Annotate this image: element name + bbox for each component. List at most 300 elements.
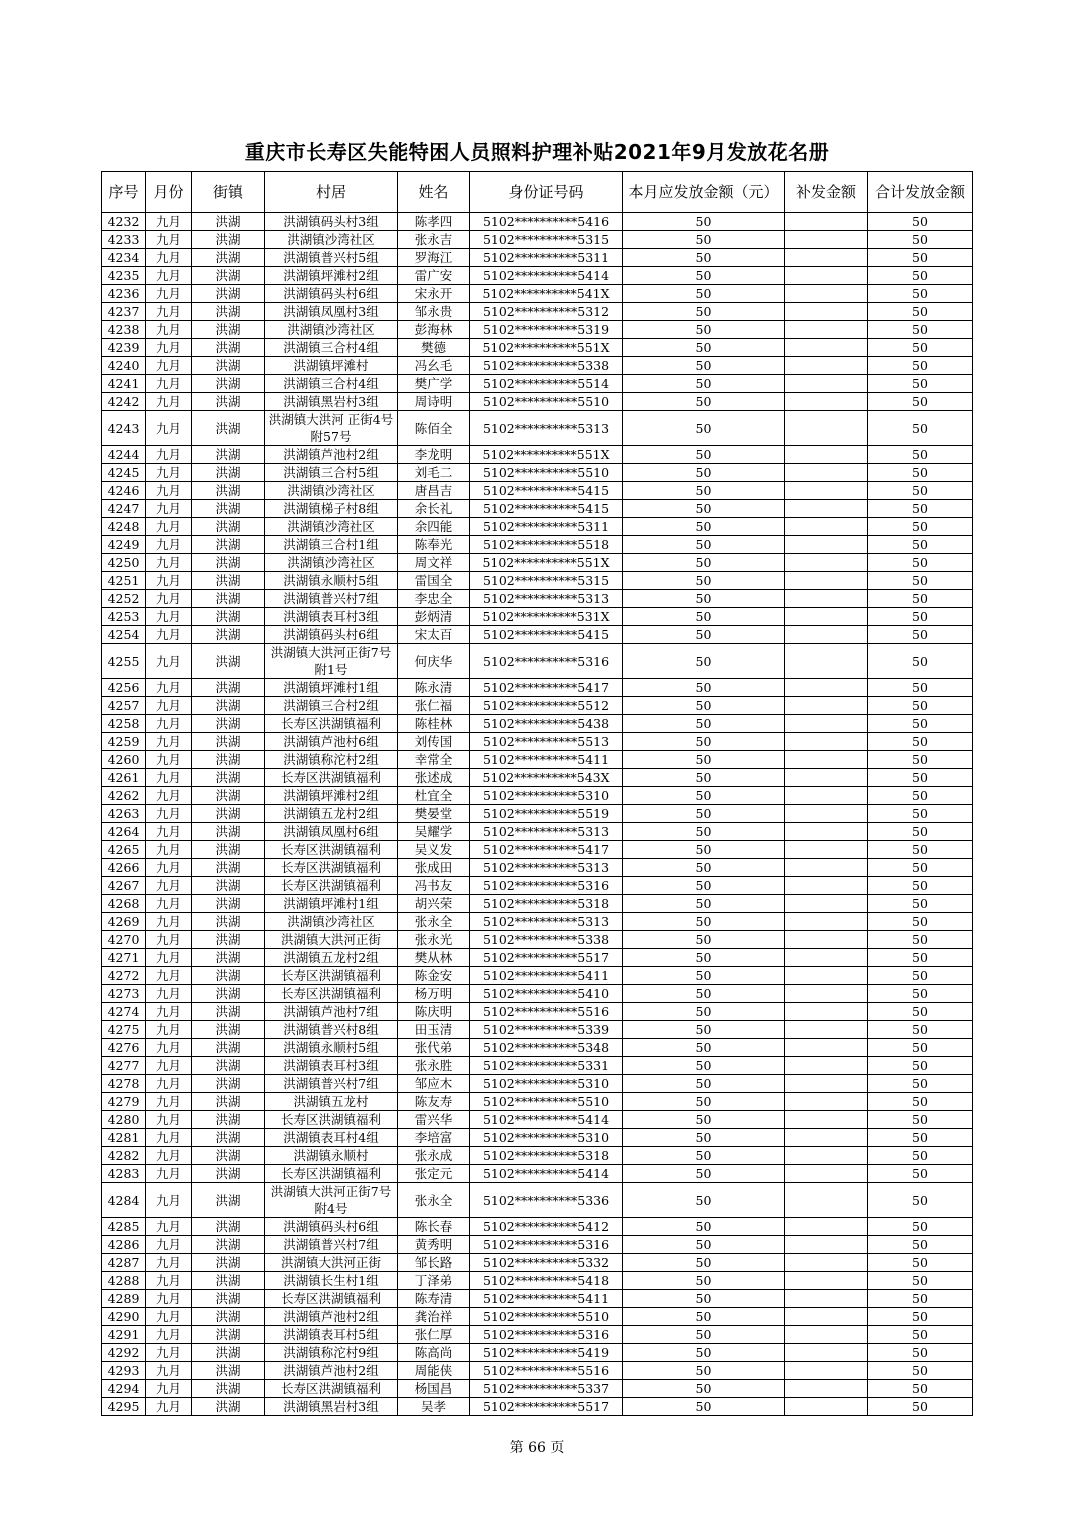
cell-due: 50 (623, 1111, 785, 1129)
cell-name: 张成田 (398, 859, 470, 877)
cell-total: 50 (868, 1362, 973, 1380)
cell-supplement (785, 985, 868, 1003)
cell-total: 50 (868, 411, 973, 446)
cell-name: 杨万明 (398, 985, 470, 1003)
header-total: 合计发放金额 (868, 172, 973, 213)
cell-seq: 4268 (102, 895, 146, 913)
cell-village: 洪湖镇坪滩村1组 (265, 895, 398, 913)
cell-village: 洪湖镇表耳村3组 (265, 608, 398, 626)
cell-town: 洪湖 (192, 1057, 265, 1075)
cell-seq: 4234 (102, 249, 146, 267)
cell-name: 田玉清 (398, 1021, 470, 1039)
cell-seq: 4273 (102, 985, 146, 1003)
cell-month: 九月 (146, 1093, 192, 1111)
cell-id: 5102**********543X (470, 769, 623, 787)
cell-town: 洪湖 (192, 1218, 265, 1236)
cell-seq: 4249 (102, 536, 146, 554)
cell-id: 5102**********5517 (470, 949, 623, 967)
cell-town: 洪湖 (192, 715, 265, 733)
cell-town: 洪湖 (192, 446, 265, 464)
cell-due: 50 (623, 1183, 785, 1218)
cell-due: 50 (623, 464, 785, 482)
table-row (102, 805, 973, 823)
cell-town: 洪湖 (192, 1039, 265, 1057)
cell-due: 50 (623, 733, 785, 751)
cell-month: 九月 (146, 1290, 192, 1308)
cell-total: 50 (868, 518, 973, 536)
cell-name: 陈佰全 (398, 411, 470, 446)
cell-town: 洪湖 (192, 285, 265, 303)
cell-name: 张永全 (398, 913, 470, 931)
table-row (102, 697, 973, 715)
cell-town: 洪湖 (192, 733, 265, 751)
cell-village: 洪湖镇大洪河 正街4号附57号 (265, 411, 398, 446)
cell-village: 洪湖镇沙湾社区 (265, 231, 398, 249)
cell-supplement (785, 303, 868, 321)
cell-name: 余长礼 (398, 500, 470, 518)
cell-month: 九月 (146, 464, 192, 482)
table-row (102, 375, 973, 393)
cell-town: 洪湖 (192, 590, 265, 608)
cell-name: 刘传国 (398, 733, 470, 751)
table-row (102, 715, 973, 733)
cell-town: 洪湖 (192, 1129, 265, 1147)
cell-total: 50 (868, 608, 973, 626)
cell-due: 50 (623, 679, 785, 697)
cell-id: 5102**********5316 (470, 1326, 623, 1344)
cell-seq: 4250 (102, 554, 146, 572)
cell-seq: 4266 (102, 859, 146, 877)
cell-due: 50 (623, 375, 785, 393)
cell-due: 50 (623, 644, 785, 679)
cell-name: 陈金安 (398, 967, 470, 985)
table-row (102, 931, 973, 949)
cell-seq: 4271 (102, 949, 146, 967)
cell-supplement (785, 554, 868, 572)
table-row (102, 554, 973, 572)
cell-id: 5102**********531X (470, 608, 623, 626)
table-row (102, 913, 973, 931)
cell-due: 50 (623, 805, 785, 823)
cell-village: 洪湖镇普兴村7组 (265, 1236, 398, 1254)
cell-month: 九月 (146, 1129, 192, 1147)
cell-name: 彭海林 (398, 321, 470, 339)
cell-id: 5102**********5510 (470, 1093, 623, 1111)
cell-seq: 4261 (102, 769, 146, 787)
cell-village: 洪湖镇大洪河正街 (265, 1254, 398, 1272)
cell-total: 50 (868, 1344, 973, 1362)
cell-village: 洪湖镇普兴村5组 (265, 249, 398, 267)
cell-month: 九月 (146, 895, 192, 913)
cell-id: 5102**********5312 (470, 303, 623, 321)
cell-supplement (785, 357, 868, 375)
cell-due: 50 (623, 859, 785, 877)
table-row (102, 1165, 973, 1183)
cell-seq: 4262 (102, 787, 146, 805)
table-row (102, 1075, 973, 1093)
cell-id: 5102**********5416 (470, 213, 623, 231)
cell-name: 陈奉光 (398, 536, 470, 554)
cell-name: 余四能 (398, 518, 470, 536)
cell-due: 50 (623, 1344, 785, 1362)
cell-seq: 4238 (102, 321, 146, 339)
cell-name: 张仁厚 (398, 1326, 470, 1344)
cell-total: 50 (868, 393, 973, 411)
cell-id: 5102**********5313 (470, 913, 623, 931)
cell-seq: 4263 (102, 805, 146, 823)
cell-due: 50 (623, 697, 785, 715)
cell-total: 50 (868, 1075, 973, 1093)
cell-supplement (785, 1129, 868, 1147)
cell-town: 洪湖 (192, 500, 265, 518)
cell-supplement (785, 949, 868, 967)
cell-supplement (785, 1362, 868, 1380)
cell-village: 长寿区洪湖镇福利 (265, 715, 398, 733)
cell-due: 50 (623, 339, 785, 357)
cell-village: 洪湖镇五龙村 (265, 1093, 398, 1111)
cell-due: 50 (623, 285, 785, 303)
cell-total: 50 (868, 877, 973, 895)
cell-due: 50 (623, 1272, 785, 1290)
cell-town: 洪湖 (192, 231, 265, 249)
cell-name: 彭炳清 (398, 608, 470, 626)
cell-due: 50 (623, 967, 785, 985)
cell-village: 长寿区洪湖镇福利 (265, 877, 398, 895)
table-row (102, 1003, 973, 1021)
table-row (102, 590, 973, 608)
table-row (102, 572, 973, 590)
cell-village: 长寿区洪湖镇福利 (265, 769, 398, 787)
cell-name: 幸常全 (398, 751, 470, 769)
cell-town: 洪湖 (192, 769, 265, 787)
cell-total: 50 (868, 303, 973, 321)
cell-supplement (785, 464, 868, 482)
cell-total: 50 (868, 572, 973, 590)
cell-total: 50 (868, 1147, 973, 1165)
table-row (102, 608, 973, 626)
cell-id: 5102**********5417 (470, 841, 623, 859)
cell-due: 50 (623, 1290, 785, 1308)
table-row (102, 1308, 973, 1326)
cell-seq: 4253 (102, 608, 146, 626)
cell-name: 张代弟 (398, 1039, 470, 1057)
cell-name: 陈桂林 (398, 715, 470, 733)
cell-due: 50 (623, 1218, 785, 1236)
cell-id: 5102**********5310 (470, 1075, 623, 1093)
cell-village: 洪湖镇芦池村2组 (265, 446, 398, 464)
cell-seq: 4241 (102, 375, 146, 393)
cell-total: 50 (868, 357, 973, 375)
cell-seq: 4252 (102, 590, 146, 608)
cell-due: 50 (623, 231, 785, 249)
cell-due: 50 (623, 949, 785, 967)
cell-id: 5102**********5414 (470, 1111, 623, 1129)
table-row (102, 1039, 973, 1057)
cell-seq: 4272 (102, 967, 146, 985)
cell-town: 洪湖 (192, 1003, 265, 1021)
cell-supplement (785, 249, 868, 267)
cell-month: 九月 (146, 1183, 192, 1218)
cell-name: 李培富 (398, 1129, 470, 1147)
cell-total: 50 (868, 1057, 973, 1075)
cell-id: 5102**********5519 (470, 805, 623, 823)
cell-due: 50 (623, 1398, 785, 1416)
cell-id: 5102**********5338 (470, 931, 623, 949)
cell-id: 5102**********5339 (470, 1021, 623, 1039)
cell-seq: 4236 (102, 285, 146, 303)
cell-month: 九月 (146, 321, 192, 339)
cell-name: 陈寿清 (398, 1290, 470, 1308)
cell-village: 洪湖镇凤凰村6组 (265, 823, 398, 841)
cell-due: 50 (623, 1380, 785, 1398)
cell-name: 黄秀明 (398, 1236, 470, 1254)
cell-name: 张永光 (398, 931, 470, 949)
cell-village: 洪湖镇表耳村4组 (265, 1129, 398, 1147)
cell-town: 洪湖 (192, 482, 265, 500)
cell-name: 邹应木 (398, 1075, 470, 1093)
cell-village: 洪湖镇码头村6组 (265, 285, 398, 303)
header-supplement: 补发金额 (785, 172, 868, 213)
cell-total: 50 (868, 913, 973, 931)
cell-due: 50 (623, 1057, 785, 1075)
table-row (102, 895, 973, 913)
cell-total: 50 (868, 1254, 973, 1272)
cell-town: 洪湖 (192, 841, 265, 859)
cell-name: 张仁福 (398, 697, 470, 715)
cell-name: 樊从林 (398, 949, 470, 967)
cell-total: 50 (868, 1003, 973, 1021)
cell-month: 九月 (146, 267, 192, 285)
cell-supplement (785, 321, 868, 339)
cell-village: 长寿区洪湖镇福利 (265, 967, 398, 985)
cell-village: 洪湖镇坪滩村1组 (265, 679, 398, 697)
cell-supplement (785, 733, 868, 751)
cell-town: 洪湖 (192, 1308, 265, 1326)
table-row (102, 1326, 973, 1344)
cell-supplement (785, 805, 868, 823)
cell-total: 50 (868, 1183, 973, 1218)
cell-month: 九月 (146, 213, 192, 231)
cell-supplement (785, 895, 868, 913)
cell-due: 50 (623, 500, 785, 518)
cell-id: 5102**********5419 (470, 1344, 623, 1362)
table-row (102, 1147, 973, 1165)
cell-seq: 4240 (102, 357, 146, 375)
cell-name: 宋永开 (398, 285, 470, 303)
table-row (102, 411, 973, 446)
cell-town: 洪湖 (192, 697, 265, 715)
cell-month: 九月 (146, 554, 192, 572)
cell-seq: 4295 (102, 1398, 146, 1416)
cell-village: 洪湖镇梯子村8组 (265, 500, 398, 518)
cell-month: 九月 (146, 913, 192, 931)
cell-due: 50 (623, 608, 785, 626)
cell-id: 5102**********5332 (470, 1254, 623, 1272)
table-row (102, 1093, 973, 1111)
cell-supplement (785, 1147, 868, 1165)
cell-due: 50 (623, 841, 785, 859)
cell-village: 洪湖镇码头村6组 (265, 626, 398, 644)
cell-town: 洪湖 (192, 1362, 265, 1380)
cell-village: 洪湖镇沙湾社区 (265, 482, 398, 500)
cell-town: 洪湖 (192, 249, 265, 267)
cell-seq: 4284 (102, 1183, 146, 1218)
cell-due: 50 (623, 482, 785, 500)
table-row (102, 249, 973, 267)
table-row (102, 877, 973, 895)
cell-village: 洪湖镇沙湾社区 (265, 518, 398, 536)
cell-total: 50 (868, 213, 973, 231)
cell-village: 洪湖镇永顺村 (265, 1147, 398, 1165)
cell-seq: 4286 (102, 1236, 146, 1254)
cell-town: 洪湖 (192, 931, 265, 949)
table-row (102, 231, 973, 249)
cell-seq: 4294 (102, 1380, 146, 1398)
cell-town: 洪湖 (192, 267, 265, 285)
cell-id: 5102**********5313 (470, 823, 623, 841)
cell-seq: 4278 (102, 1075, 146, 1093)
cell-seq: 4290 (102, 1308, 146, 1326)
table-row (102, 464, 973, 482)
cell-village: 洪湖镇大洪河正街7号附4号 (265, 1183, 398, 1218)
cell-seq: 4258 (102, 715, 146, 733)
cell-month: 九月 (146, 931, 192, 949)
cell-town: 洪湖 (192, 1380, 265, 1398)
cell-supplement (785, 231, 868, 249)
table-row (102, 787, 973, 805)
cell-town: 洪湖 (192, 1236, 265, 1254)
cell-total: 50 (868, 1308, 973, 1326)
cell-town: 洪湖 (192, 536, 265, 554)
cell-town: 洪湖 (192, 1075, 265, 1093)
cell-name: 邹长路 (398, 1254, 470, 1272)
cell-name: 刘毛二 (398, 464, 470, 482)
header-month: 月份 (146, 172, 192, 213)
table-row (102, 859, 973, 877)
cell-name: 何庆华 (398, 644, 470, 679)
table-row (102, 751, 973, 769)
cell-town: 洪湖 (192, 213, 265, 231)
cell-id: 5102**********5510 (470, 464, 623, 482)
cell-month: 九月 (146, 1326, 192, 1344)
cell-town: 洪湖 (192, 1165, 265, 1183)
table-row (102, 339, 973, 357)
cell-total: 50 (868, 931, 973, 949)
cell-supplement (785, 1003, 868, 1021)
table-row (102, 1111, 973, 1129)
cell-seq: 4251 (102, 572, 146, 590)
cell-village: 洪湖镇大洪河正街7号附1号 (265, 644, 398, 679)
cell-total: 50 (868, 1039, 973, 1057)
cell-town: 洪湖 (192, 1344, 265, 1362)
table-row (102, 823, 973, 841)
cell-supplement (785, 411, 868, 446)
cell-id: 5102**********5313 (470, 859, 623, 877)
cell-town: 洪湖 (192, 357, 265, 375)
cell-town: 洪湖 (192, 751, 265, 769)
cell-month: 九月 (146, 823, 192, 841)
table-row (102, 1290, 973, 1308)
cell-month: 九月 (146, 518, 192, 536)
cell-due: 50 (623, 931, 785, 949)
cell-supplement (785, 572, 868, 590)
cell-month: 九月 (146, 231, 192, 249)
cell-town: 洪湖 (192, 626, 265, 644)
cell-supplement (785, 1254, 868, 1272)
cell-seq: 4242 (102, 393, 146, 411)
cell-id: 5102**********5337 (470, 1380, 623, 1398)
cell-due: 50 (623, 1075, 785, 1093)
cell-supplement (785, 267, 868, 285)
cell-name: 张永胜 (398, 1057, 470, 1075)
cell-seq: 4270 (102, 931, 146, 949)
cell-village: 洪湖镇普兴村7组 (265, 1075, 398, 1093)
cell-seq: 4269 (102, 913, 146, 931)
cell-id: 5102**********5510 (470, 393, 623, 411)
table-row (102, 321, 973, 339)
cell-due: 50 (623, 446, 785, 464)
cell-supplement (785, 931, 868, 949)
cell-seq: 4259 (102, 733, 146, 751)
cell-name: 张永全 (398, 1183, 470, 1218)
cell-village: 洪湖镇芦池村2组 (265, 1362, 398, 1380)
cell-village: 长寿区洪湖镇福利 (265, 1111, 398, 1129)
cell-town: 洪湖 (192, 823, 265, 841)
cell-town: 洪湖 (192, 1093, 265, 1111)
cell-month: 九月 (146, 303, 192, 321)
cell-month: 九月 (146, 339, 192, 357)
cell-name: 李忠全 (398, 590, 470, 608)
cell-id: 5102**********5331 (470, 1057, 623, 1075)
cell-town: 洪湖 (192, 554, 265, 572)
cell-supplement (785, 715, 868, 733)
cell-seq: 4287 (102, 1254, 146, 1272)
cell-name: 冯书友 (398, 877, 470, 895)
table-row (102, 500, 973, 518)
cell-due: 50 (623, 303, 785, 321)
cell-due: 50 (623, 895, 785, 913)
cell-month: 九月 (146, 411, 192, 446)
cell-total: 50 (868, 1398, 973, 1416)
cell-month: 九月 (146, 1039, 192, 1057)
cell-id: 5102**********541X (470, 285, 623, 303)
cell-total: 50 (868, 733, 973, 751)
cell-town: 洪湖 (192, 679, 265, 697)
cell-village: 洪湖镇大洪河正街 (265, 931, 398, 949)
cell-month: 九月 (146, 1218, 192, 1236)
cell-month: 九月 (146, 841, 192, 859)
roster-table (101, 171, 973, 1416)
cell-supplement (785, 769, 868, 787)
cell-due: 50 (623, 1093, 785, 1111)
cell-id: 5102**********5415 (470, 482, 623, 500)
cell-village: 长寿区洪湖镇福利 (265, 985, 398, 1003)
cell-month: 九月 (146, 859, 192, 877)
cell-village: 洪湖镇沙湾社区 (265, 321, 398, 339)
cell-seq: 4244 (102, 446, 146, 464)
cell-supplement (785, 285, 868, 303)
cell-id: 5102**********5414 (470, 267, 623, 285)
cell-due: 50 (623, 715, 785, 733)
cell-seq: 4293 (102, 1362, 146, 1380)
cell-id: 5102**********5318 (470, 1147, 623, 1165)
cell-supplement (785, 608, 868, 626)
cell-town: 洪湖 (192, 985, 265, 1003)
cell-seq: 4292 (102, 1344, 146, 1362)
table-row (102, 393, 973, 411)
cell-village: 洪湖镇长生村1组 (265, 1272, 398, 1290)
cell-supplement (785, 590, 868, 608)
